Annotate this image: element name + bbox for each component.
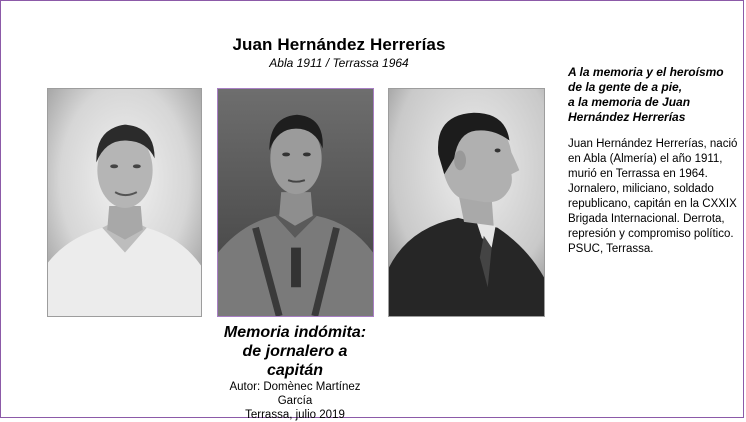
book-caption bbox=[213, 323, 377, 422]
biography-signoff: PSUC, Terrassa. bbox=[568, 243, 654, 255]
sidebar-text bbox=[568, 65, 740, 257]
biography: Juan Hernández Herrerías, nació en Abla (Almería) el año 1911, murió en Terrassa en 1964. Jornalero, miliciano, soldado republicano, capitán en la CXXIX Brigada Internacional. Derrota, represión y compromiso político. bbox=[568, 138, 738, 240]
dedication: A la memoria y el heroísmo de la gente de a pie, a la memoria de Juan Hernández Herrerías bbox=[568, 65, 724, 124]
page-subtitle: Abla 1911 / Terrassa 1964 bbox=[269, 56, 409, 70]
header bbox=[189, 35, 489, 70]
portrait-photo-profile-suit-icon bbox=[388, 88, 545, 317]
portrait-photo-young-man-icon bbox=[47, 88, 202, 317]
book-title-line-2: de jornalero a capitán bbox=[242, 343, 348, 379]
book-author: Autor: Domènec Martínez García bbox=[229, 381, 361, 407]
portrait-photo-militia-uniform-icon bbox=[217, 88, 374, 317]
page-title: Juan Hernández Herrerías bbox=[232, 35, 446, 54]
book-place-date: Terrassa, julio 2019 bbox=[245, 409, 345, 421]
book-title-line-1: Memoria indómita: bbox=[223, 324, 367, 341]
